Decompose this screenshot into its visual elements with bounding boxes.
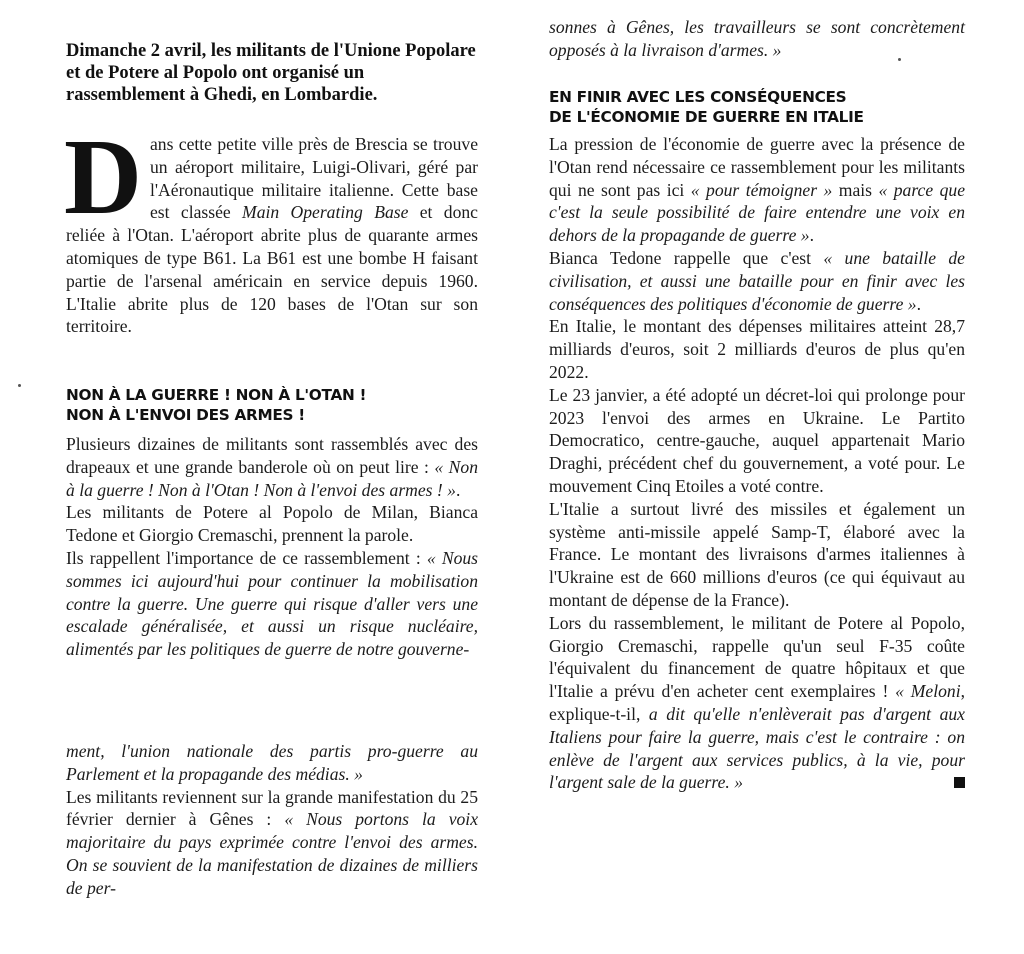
quote: « Nous portons la voix majoritaire du pays exprimée contre l'envoi des armes. On se souvient de la manifestation de dizaines de milliers de per- [66, 809, 478, 898]
paragraph-text: Plusieurs dizaines de militants sont rassemblés avec des drapeaux et une grande banderole où on peut lire : [66, 434, 478, 477]
paragraph: Les militants de Potere al Popolo de Milan, Bianca Tedone et Giorgio Cremaschi, prennent la parole. [66, 502, 478, 546]
paragraph-text: Lors du rassemblement, le militant de Potere al Popolo, Giorgio Cremaschi, rappelle qu'un seul F-35 coûte l'équivalent du financement de quatre hôpitaux et que l'Italie a prévu d'en acheter cent exemplaires ! [549, 612, 965, 702]
section-2-body [549, 133, 965, 794]
paragraph-text: . [916, 293, 921, 314]
quote: « Meloni [895, 681, 961, 702]
intro-text-a: ans cette petite ville près de Brescia se trouve un aéroport militaire, Luigi-Olivari, géré par l'Aéronautique militaire italienne. Cette base est classée [150, 134, 478, 223]
end-of-article-mark [954, 777, 965, 788]
quote: a dit qu'elle n'enlèverait pas d'argent aux Italiens pour faire la guerre, mais c'est le contraire : on enlève de l'argent aux services publics, à la vie, pour l'argent sale de la guerre. » [549, 703, 965, 793]
paragraph [549, 133, 965, 247]
section-heading-1-line-2: NON À L'ENVOI DES ARMES ! [66, 405, 305, 424]
intro-emphasis: Main Operating Base [242, 202, 409, 223]
paragraph: L'Italie a surtout livré des missiles et également un système anti-missile appelé Samp-T, élaboré avec la France. Le montant des livraisons d'armes italiennes à l'Ukraine est de 660 millions d'euros (ce qui équivaut au montant de dépense de la France). [549, 498, 965, 610]
paragraph [66, 433, 478, 501]
paragraph-text: , explique-t-il, [549, 681, 965, 724]
lead-paragraph: Dimanche 2 avril, les militants de l'Unione Popolare et de Potere al Popolo ont organisé un rassemblement à Ghedi, en Lombardie. [66, 41, 476, 105]
paragraph-text: . [455, 479, 461, 500]
paragraph-text: Les militants reviennent sur la grande manifestation du 25 février dernier à Gênes : [66, 786, 478, 830]
quote: sonnes à Gênes, les travailleurs se sont concrètement opposés à la livraison d'armes. » [549, 17, 965, 60]
intro-text-b: et donc reliée à l'Otan. L'aéroport abrite plus de quarante armes atomiques de type B61. La B61 est une bombe H faisant partie de l'arsenal américain en service depuis 1960. L'Italie abrite plus de 120 bases de l'Otan sur son territoire. [66, 202, 478, 337]
section-heading-1 [66, 386, 478, 425]
quote: « Non à la guerre ! Non à l'Otan ! Non à l'envoi des armes ! » [66, 456, 478, 500]
paragraph [549, 247, 965, 315]
quote: ment, l'union nationale des partis pro-guerre au Parlement et la propagande des médias. » [66, 741, 478, 784]
paragraph [66, 786, 478, 900]
print-speck [18, 384, 21, 387]
section-heading-1-line-1: NON À LA GUERRE ! NON À L'OTAN ! [66, 386, 367, 404]
section-1-body [66, 433, 478, 661]
quote: « parce que c'est la seule possibilité de faire entendre une voix en dehors de la propagande de guerre » [549, 179, 966, 246]
drop-cap: D [64, 118, 142, 237]
section-1-body-continued [66, 740, 478, 900]
section-heading-2 [549, 88, 965, 127]
paragraph-text: Ils rappellent l'importance de ce rassemblement : [66, 547, 427, 568]
paragraph [549, 612, 965, 794]
paragraph: En Italie, le montant des dépenses militaires atteint 28,7 milliards d'euros, soit 2 milliards d'euros de plus qu'en 2022. [549, 316, 965, 382]
print-speck [898, 58, 901, 61]
paragraph-text: . [809, 225, 815, 246]
intro-paragraph [64, 118, 478, 338]
section-heading-2-line-1: EN FINIR AVEC LES CONSÉQUENCES [549, 88, 847, 106]
continued-quote [549, 16, 965, 62]
paragraph [66, 740, 478, 786]
quote: « une bataille de civilisation, et aussi une bataille pour en finir avec les conséquences des politiques d'économie de guerre » [549, 247, 965, 314]
quote: « pour témoigner » [690, 179, 833, 200]
paragraph-text: Bianca Tedone rappelle que c'est [549, 247, 824, 268]
quote: « Nous sommes ici aujourd'hui pour continuer la mobilisation contre la guerre. Une guerre qui risque d'aller vers une escalade généralisée, et aussi un risque nucléaire, alimentés par les politiques de guerre de notre gouverne- [66, 547, 479, 660]
paragraph: Le 23 janvier, a été adopté un décret-loi qui prolonge pour 2023 l'envoi des armes en Ukraine. Le Partito Democratico, centre-gauche, auquel appartenait Mario Draghi, précédent chef du gouvernement, a voté pour. Le mouvement Cinq Etoiles a voté contre. [549, 384, 965, 496]
right-column [549, 0, 965, 954]
left-column [66, 0, 478, 954]
section-heading-2-line-2: DE L'ÉCONOMIE DE GUERRE EN ITALIE [549, 107, 864, 126]
paragraph-text: La pression de l'économie de guerre avec la présence de l'Otan rend nécessaire ce rassemblement pour les militants qui ne sont pas ici [549, 134, 965, 200]
paragraph-text: mais [832, 179, 879, 200]
paragraph [66, 547, 478, 661]
